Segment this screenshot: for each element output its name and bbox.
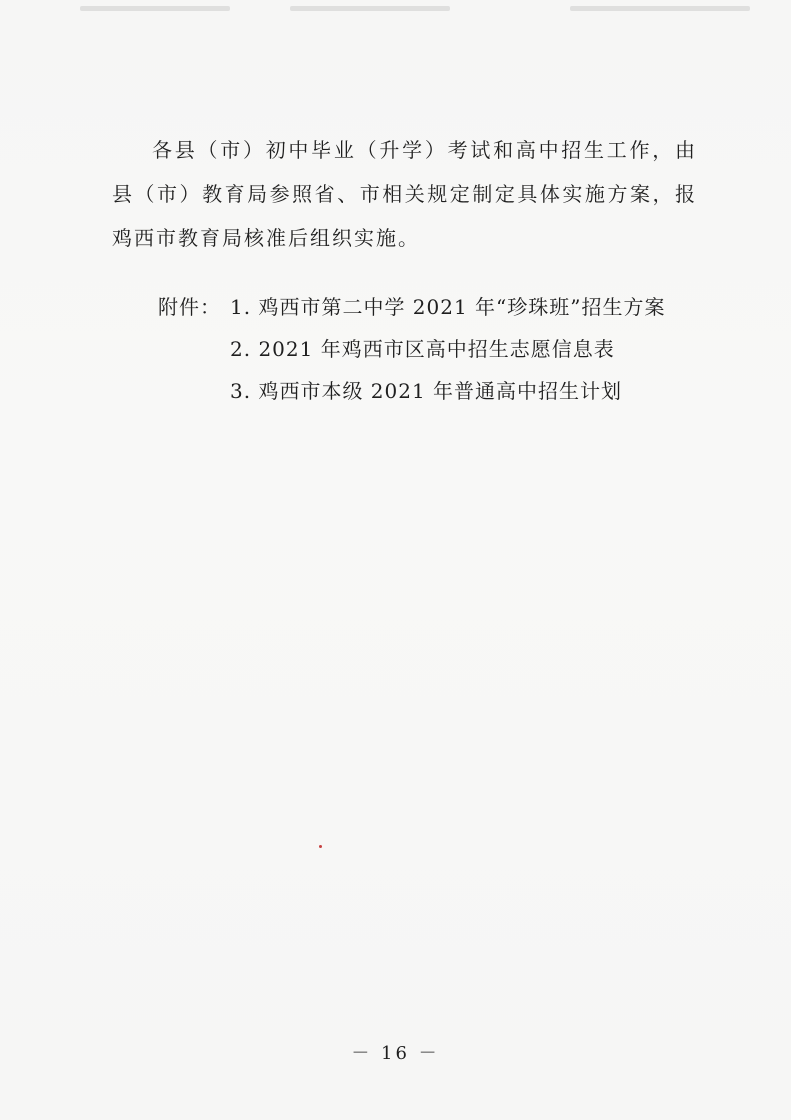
attachment-row xyxy=(112,370,697,412)
attachments-section xyxy=(112,286,697,412)
scan-mark xyxy=(80,6,230,11)
attachment-row xyxy=(112,286,697,328)
attachments-label: 附件： xyxy=(158,295,221,319)
scan-mark xyxy=(570,6,750,11)
scan-mark xyxy=(290,6,450,11)
attachment-row xyxy=(112,328,697,370)
stamp-dot xyxy=(319,845,322,848)
body-paragraph: 各县（市）初中毕业（升学）考试和高中招生工作，由县（市）教育局参照省、市相关规定制定具体实施方案，报鸡西市教育局核准后组织实施。 xyxy=(112,138,697,250)
attachment-item: 3. 鸡西市本级 2021 年普通高中招生计划 xyxy=(230,379,623,403)
body-text xyxy=(112,128,697,260)
attachment-item: 2. 2021 年鸡西市区高中招生志愿信息表 xyxy=(230,337,615,361)
page-number: － 16 － xyxy=(351,1043,440,1064)
attachment-item: 1. 鸡西市第二中学 2021 年“珍珠班”招生方案 xyxy=(230,295,666,319)
